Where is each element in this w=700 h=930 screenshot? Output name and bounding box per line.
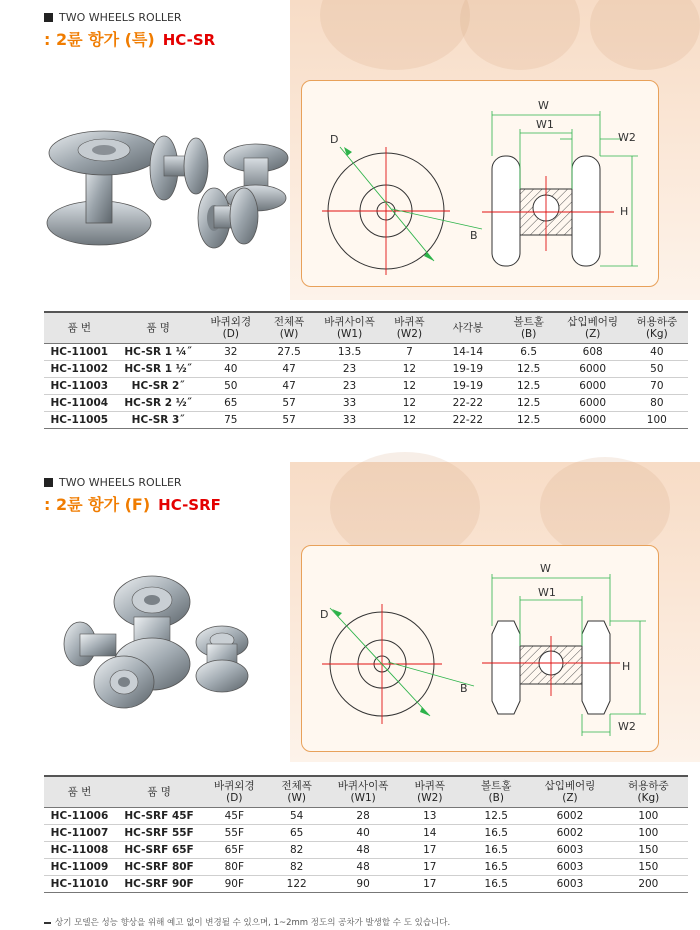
table-cell: 90	[328, 876, 398, 893]
table-cell: 19-19	[438, 378, 498, 395]
table-cell: HC-SR 1 ½˝	[115, 361, 202, 378]
table-cell: 12.5	[498, 412, 560, 429]
table-cell: 19-19	[438, 361, 498, 378]
table-cell: 6002	[531, 825, 609, 842]
dim-label-w1: W1	[536, 118, 554, 131]
dim-label-b: B	[470, 229, 478, 242]
product-photo-hc-srf	[62, 572, 262, 712]
ghost-wheel-decoration	[540, 457, 670, 557]
table-cell: 45F	[203, 808, 265, 825]
column-header	[115, 312, 202, 344]
dim-label-d: D	[330, 133, 339, 146]
table-cell: 70	[626, 378, 688, 395]
table-cell: HC-11009	[44, 859, 115, 876]
column-header-unit: (D)	[226, 792, 243, 804]
table-cell: 12.5	[461, 808, 531, 825]
table-cell: 54	[265, 808, 327, 825]
table-cell: 82	[265, 859, 327, 876]
column-header-unit: (B)	[520, 328, 537, 340]
table-cell: HC-SRF 65F	[115, 842, 203, 859]
column-header	[609, 776, 688, 808]
column-header-label: 품 명	[146, 322, 170, 334]
table-cell: 65F	[203, 842, 265, 859]
column-header-unit: (W1)	[336, 328, 363, 340]
column-header-unit: (Z)	[584, 328, 601, 340]
table-cell: 16.5	[461, 876, 531, 893]
square-bullet-icon	[44, 13, 53, 22]
table-cell: 6000	[560, 395, 626, 412]
table-cell: HC-11002	[44, 361, 115, 378]
dim-label-w: W	[540, 562, 551, 575]
column-header	[265, 776, 327, 808]
technical-diagram-hc-srf	[301, 545, 659, 752]
table-cell: 13.5	[318, 344, 381, 361]
table-cell: 6002	[531, 808, 609, 825]
table-cell: HC-SRF 55F	[115, 825, 203, 842]
column-header-unit: (Kg)	[645, 328, 668, 340]
column-header-unit: (Z)	[562, 792, 578, 804]
column-header-unit: (W)	[279, 328, 299, 340]
column-header-unit: (W2)	[396, 328, 423, 340]
table-cell: HC-SR 1 ¼˝	[115, 344, 202, 361]
table-cell: 6000	[560, 412, 626, 429]
column-header	[203, 776, 265, 808]
table-cell: 100	[609, 808, 688, 825]
square-bullet-icon	[44, 478, 53, 487]
table-cell: 200	[609, 876, 688, 893]
table-cell: 33	[318, 412, 381, 429]
column-header-label: 바퀴외경	[214, 780, 255, 792]
table-cell: 75	[202, 412, 260, 429]
ghost-wheel-decoration	[590, 0, 700, 70]
table-row	[44, 825, 688, 842]
table-cell: HC-SRF 45F	[115, 808, 203, 825]
table-cell: 55F	[203, 825, 265, 842]
dim-label-h: H	[620, 205, 629, 218]
table-cell: HC-SR 2 ½˝	[115, 395, 202, 412]
table-cell: 23	[318, 361, 381, 378]
column-header	[626, 312, 688, 344]
dim-label-w: W	[538, 99, 549, 112]
table-cell: 122	[265, 876, 327, 893]
column-header-label: 전체폭	[273, 316, 305, 328]
table-cell: HC-11005	[44, 412, 115, 429]
column-header	[531, 776, 609, 808]
column-header-unit: (W2)	[417, 792, 443, 804]
column-header	[498, 312, 560, 344]
section-title-text: : 2륜 항가 (F)	[44, 495, 151, 514]
column-header	[44, 312, 115, 344]
table-cell: 12	[381, 378, 438, 395]
table-cell: 100	[626, 412, 688, 429]
table-cell: 65	[202, 395, 260, 412]
table-cell: 47	[260, 378, 318, 395]
column-header-label: 볼트홀	[513, 316, 544, 328]
dim-label-w1: W1	[538, 586, 556, 599]
column-header-label: 삽입베어링	[544, 780, 596, 792]
section-label	[44, 10, 215, 24]
model-code: HC-SR	[162, 31, 216, 49]
table-cell: 23	[318, 378, 381, 395]
table-cell: 12	[381, 361, 438, 378]
table-cell: 16.5	[461, 842, 531, 859]
section-label	[44, 475, 221, 489]
table-cell: 28	[328, 808, 398, 825]
table-cell: 90F	[203, 876, 265, 893]
section-title	[44, 27, 215, 50]
table-cell: 6003	[531, 842, 609, 859]
table-row	[44, 378, 688, 395]
table-cell: 17	[398, 876, 461, 893]
table-cell: HC-11008	[44, 842, 115, 859]
table-cell: 27.5	[260, 344, 318, 361]
dim-label-h: H	[622, 660, 631, 673]
table-cell: 40	[626, 344, 688, 361]
column-header	[202, 312, 260, 344]
table-cell: 50	[202, 378, 260, 395]
table-row	[44, 361, 688, 378]
table-row	[44, 808, 688, 825]
table-cell: 22-22	[438, 412, 498, 429]
table-cell: HC-SRF 80F	[115, 859, 203, 876]
column-header	[381, 312, 438, 344]
table-cell: 32	[202, 344, 260, 361]
table-cell: 50	[626, 361, 688, 378]
table-cell: 6003	[531, 859, 609, 876]
table-cell: 12	[381, 412, 438, 429]
dash-bullet-icon	[44, 922, 51, 924]
column-header	[461, 776, 531, 808]
table-cell: 14-14	[438, 344, 498, 361]
column-header-label: 품 명	[147, 786, 171, 798]
footnote-text: 상기 모델은 성능 향상을 위해 예고 없이 변경될 수 있으며, 1~2mm 정도의 공차가 발생할 수 도 있습니다.	[55, 918, 451, 928]
column-header-label: 전체폭	[281, 780, 312, 792]
column-header	[44, 776, 115, 808]
column-header-label: 바퀴폭	[414, 780, 445, 792]
table-cell: 6.5	[498, 344, 560, 361]
column-header	[328, 776, 398, 808]
column-header	[438, 312, 498, 344]
table-cell: 17	[398, 842, 461, 859]
table-cell: HC-SR 2˝	[115, 378, 202, 395]
table-cell: HC-11006	[44, 808, 115, 825]
table-cell: 80F	[203, 859, 265, 876]
ghost-wheel-decoration	[460, 0, 580, 70]
table-cell: 12.5	[498, 378, 560, 395]
table-cell: 14	[398, 825, 461, 842]
table-cell: HC-11007	[44, 825, 115, 842]
table-cell: 12.5	[498, 395, 560, 412]
table-cell: HC-11001	[44, 344, 115, 361]
spec-table-hc-sr	[44, 311, 688, 429]
footnote	[44, 916, 450, 928]
column-header-label: 바퀴사이폭	[337, 780, 389, 792]
column-header-label: 바퀴사이폭	[324, 316, 375, 328]
column-header-label: 사각봉	[452, 322, 484, 334]
section-title	[44, 492, 221, 515]
table-row	[44, 412, 688, 429]
ghost-wheel-decoration	[320, 0, 470, 70]
column-header-label: 삽입베어링	[567, 316, 619, 328]
table-cell: 7	[381, 344, 438, 361]
column-header-unit: (B)	[488, 792, 504, 804]
column-header-label: 품 번	[67, 322, 92, 334]
table-cell: 6000	[560, 361, 626, 378]
column-header	[115, 776, 203, 808]
table-cell: 12.5	[498, 361, 560, 378]
column-header-label: 허용하중	[628, 780, 669, 792]
dimension-drawing	[302, 546, 658, 751]
table-cell: HC-11010	[44, 876, 115, 893]
table-cell: 40	[328, 825, 398, 842]
table-cell: 608	[560, 344, 626, 361]
table-header-row	[44, 776, 688, 808]
technical-diagram-hc-sr	[301, 80, 659, 287]
table-cell: 16.5	[461, 825, 531, 842]
table-cell: 22-22	[438, 395, 498, 412]
table-header-row	[44, 312, 688, 344]
table-cell: 57	[260, 395, 318, 412]
table-cell: 40	[202, 361, 260, 378]
table-row	[44, 395, 688, 412]
column-header-unit: (W1)	[350, 792, 376, 804]
table-cell: 65	[265, 825, 327, 842]
table-row	[44, 876, 688, 893]
table-cell: HC-11004	[44, 395, 115, 412]
column-header-label: 허용하중	[636, 316, 678, 328]
dimension-drawing	[302, 81, 658, 286]
table-cell: 82	[265, 842, 327, 859]
table-cell: 33	[318, 395, 381, 412]
table-row	[44, 842, 688, 859]
section-header-srf	[44, 475, 221, 515]
column-header-unit: (W)	[287, 792, 306, 804]
column-header-label: 바퀴폭	[394, 316, 425, 328]
table-cell: 17	[398, 859, 461, 876]
table-cell: 57	[260, 412, 318, 429]
table-cell: 100	[609, 825, 688, 842]
table-cell: HC-SRF 90F	[115, 876, 203, 893]
table-cell: 150	[609, 859, 688, 876]
table-cell: 16.5	[461, 859, 531, 876]
column-header	[260, 312, 318, 344]
dim-label-d: D	[320, 608, 329, 621]
section-header-sr	[44, 10, 215, 50]
table-cell: 6000	[560, 378, 626, 395]
table-cell: 48	[328, 842, 398, 859]
table-cell: 48	[328, 859, 398, 876]
model-code: HC-SRF	[158, 496, 221, 514]
table-cell: 13	[398, 808, 461, 825]
table-cell: 47	[260, 361, 318, 378]
table-cell: 12	[381, 395, 438, 412]
column-header	[318, 312, 381, 344]
column-header-label: 볼트홀	[481, 780, 512, 792]
table-cell: 150	[609, 842, 688, 859]
table-cell: HC-SR 3˝	[115, 412, 202, 429]
section-label-text: TWO WHEELS ROLLER	[59, 10, 182, 24]
product-photo-hc-sr	[44, 118, 294, 258]
column-header-unit: (D)	[222, 328, 239, 340]
spec-table-hc-srf	[44, 775, 688, 893]
table-cell: 80	[626, 395, 688, 412]
column-header	[560, 312, 626, 344]
column-header-label: 바퀴외경	[210, 316, 252, 328]
section-title-text: : 2륜 항가 (특)	[44, 30, 155, 49]
table-row	[44, 859, 688, 876]
table-cell: HC-11003	[44, 378, 115, 395]
column-header	[398, 776, 461, 808]
dim-label-w2: W2	[618, 720, 636, 733]
table-row	[44, 344, 688, 361]
column-header-unit: (Kg)	[637, 792, 660, 804]
column-header-label: 품 번	[67, 786, 92, 798]
dim-label-w2: W2	[618, 131, 636, 144]
dim-label-b: B	[460, 682, 468, 695]
section-label-text: TWO WHEELS ROLLER	[59, 475, 182, 489]
table-cell: 6003	[531, 876, 609, 893]
